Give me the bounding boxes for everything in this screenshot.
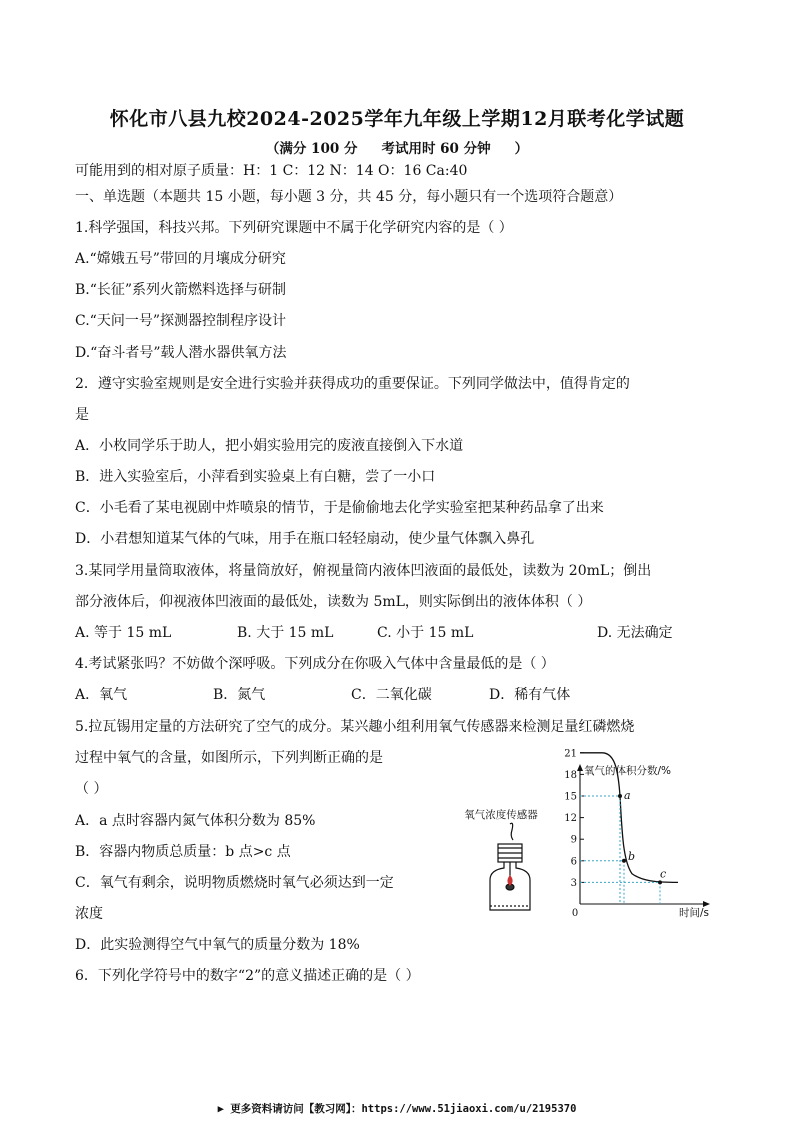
q2-option-d: D．小君想知道某气体的气味，用手在瓶口轻轻扇动，使少量气体飘入鼻孔 [75, 531, 535, 547]
q1-option-d: D.“奋斗者号”载人潜水器供氧方法 [75, 345, 287, 361]
data-point [658, 880, 662, 884]
data-point [622, 859, 626, 863]
q3-options [75, 622, 725, 642]
y-axis-arrow-icon [577, 764, 583, 771]
q2-option-b: B．进入实验室后，小萍看到实验桌上有白糖，尝了一小口 [75, 469, 436, 485]
q5-option-b: B．容器内物质总质量：b 点>c 点 [75, 844, 291, 860]
full-score: （满分 100 分 [265, 141, 358, 157]
q3-stem-line1: 3.某同学用量筒取液体，将量筒放好，俯视量筒内液体凹液面的最低处，读数为 20mL；倒出 [75, 563, 652, 579]
q4-option-d: D．稀有气体 [489, 687, 571, 703]
q4-options [75, 684, 635, 704]
y-tick-label: 3 [570, 877, 577, 889]
point-label: a [624, 789, 631, 802]
flame-icon [508, 876, 512, 885]
sensor-apparatus [464, 808, 538, 910]
q3-option-a: A. 等于 15 mL [75, 625, 172, 641]
q4-option-b: B．氮气 [213, 687, 266, 703]
q4-option-c: C．二氧化碳 [351, 687, 432, 703]
q5-option-c-line2: 浓度 [75, 906, 103, 922]
y-tick-label: 9 [570, 834, 577, 846]
q1-option-b: B.“长征”系列火箭燃料选择与研制 [75, 282, 287, 298]
q4-option-a: A．氧气 [75, 687, 128, 703]
section-heading: 一、单选题（本题共 15 小题，每小题 3 分，共 45 分，每小题只有一个选项符合题意） [75, 189, 623, 205]
origin-label: 0 [571, 908, 579, 919]
q3-stem-line2: 部分液体后，仰视液体凹液面的最低处，读数为 5mL，则实际倒出的液体体积（ ） [75, 594, 592, 610]
footer-link[interactable] [0, 1101, 794, 1116]
q5-stem-line2: 过程中氧气的含量，如图所示，下列判断正确的是 [75, 750, 383, 766]
sensor-label: 氧气浓度传感器 [464, 809, 538, 821]
q2-stem-line1: 2．遵守实验室规则是安全进行实验并获得成功的重要保证。下列同学做法中，值得肯定的 [75, 376, 630, 392]
q4-stem: 4.考试紧张吗？不妨做个深呼吸。下列成分在你吸入气体中含量最低的是（ ） [75, 656, 555, 672]
q2-option-a: A．小枚同学乐于助人，把小娟实验用完的废液直接倒入下水道 [75, 438, 464, 454]
y-tick-label: 6 [570, 856, 577, 868]
subtitle-close: ） [514, 141, 529, 157]
q3-option-b: B. 大于 15 mL [237, 625, 334, 641]
q1-stem: 1.科学强国，科技兴邦。下列研究课题中不属于化学研究内容的是（ ） [75, 220, 513, 236]
oxygen-experiment-figure [446, 748, 726, 919]
y-tick-label: 15 [564, 791, 577, 803]
footer-text: 更多资料请访问【教习网】：https://www.51jiaoxi.com/u/2195370 [230, 1103, 577, 1115]
sensor-wire [510, 823, 513, 840]
exam-subtitle [0, 137, 794, 157]
q5-option-d: D．此实验测得空气中氧气的质量分数为 18% [75, 937, 360, 953]
q3-option-d: D. 无法确定 [597, 625, 673, 641]
q6-stem: 6．下列化学符号中的数字“2”的意义描述正确的是（ ） [75, 968, 420, 984]
point-label: c [660, 867, 667, 881]
q5-option-a: A．a 点时容器内氮气体积分数为 85% [75, 813, 316, 829]
y-tick-label: 12 [564, 813, 577, 825]
q2-option-c: C．小毛看了某电视剧中炸喷泉的情节，于是偷偷地去化学实验室把某种药品拿了出来 [75, 500, 604, 516]
y-axis-label: 氧气的体积分数/% [584, 765, 672, 777]
q5-stem-line1: 5.拉瓦锡用定量的方法研究了空气的成分。某兴趣小组利用氧气传感器来检测足量红磷燃烧 [75, 719, 635, 735]
exam-title: 怀化市八县九校2024-2025学年九年级上学期12月联考化学试题 [109, 108, 685, 130]
q5-option-c-line1: C．氧气有剩余，说明物质燃烧时氧气必须达到一定 [75, 875, 394, 891]
q2-stem-line2: 是 [75, 407, 89, 423]
q1-option-a: A.“嫦娥五号”带回的月壤成分研究 [75, 251, 286, 267]
y-tick-label: 21 [564, 748, 577, 760]
data-point [618, 794, 622, 798]
q3-option-c: C. 小于 15 mL [377, 625, 474, 641]
q5-answer-paren: （ ） [75, 781, 108, 797]
x-axis-label: 时间/s [679, 907, 710, 919]
flag-icon: ▶ [217, 1103, 224, 1115]
y-tick-label: 18 [564, 769, 577, 781]
exam-time: 考试用时 60 分钟 [381, 141, 491, 157]
atomic-masses: 可能用到的相对原子质量：H：1 C：12 N：14 O：16 Ca:40 [75, 163, 468, 179]
q1-option-c: C.“天问一号”探测器控制程序设计 [75, 313, 286, 329]
point-label: b [628, 849, 636, 863]
oxygen-chart [564, 748, 710, 919]
